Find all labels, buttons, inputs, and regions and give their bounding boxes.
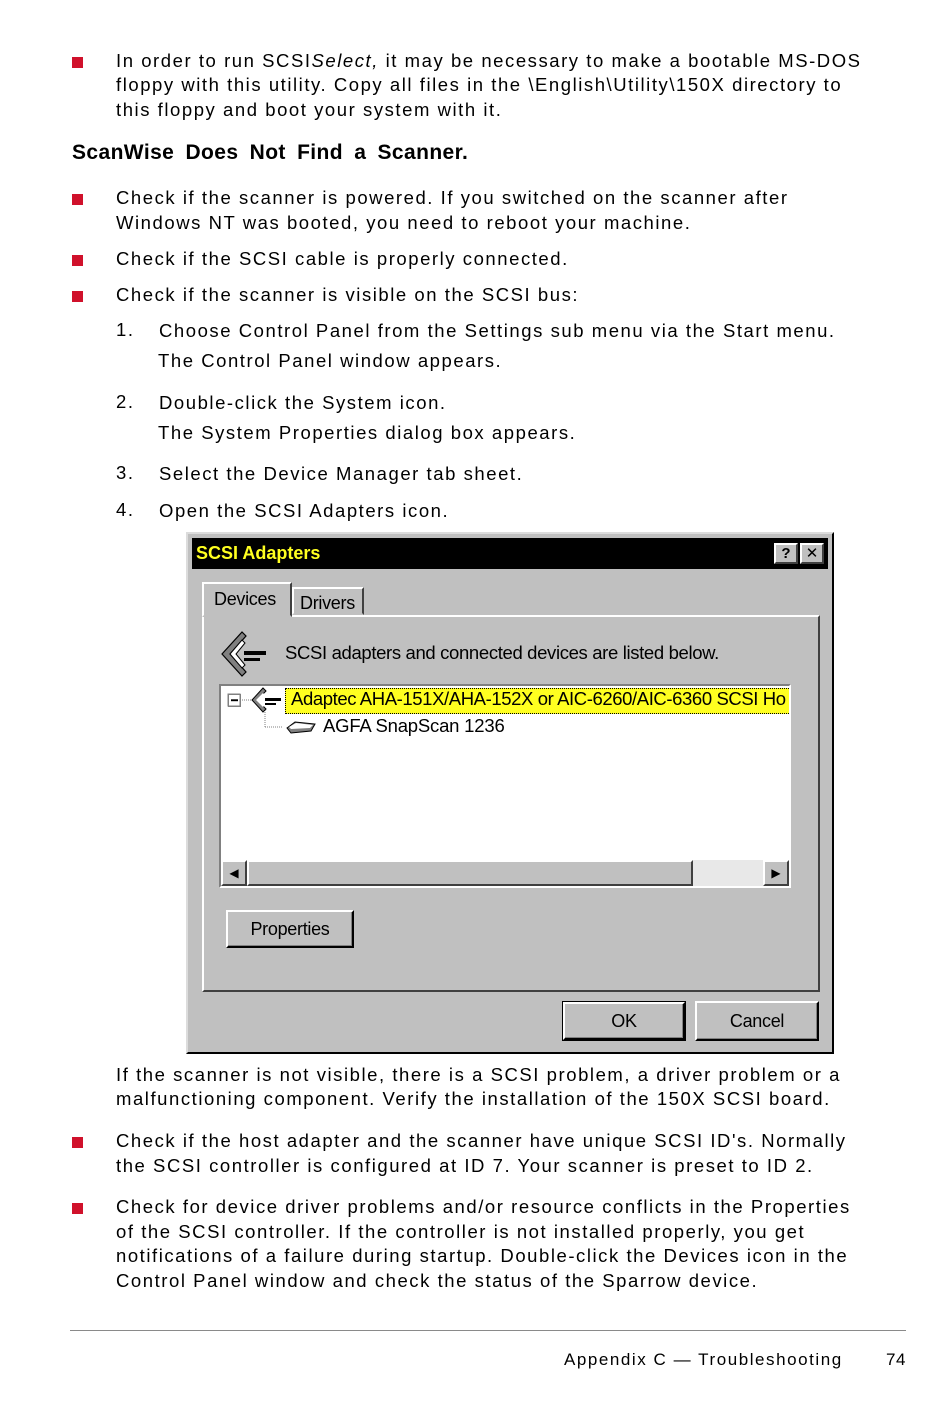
properties-button[interactable]: Properties (226, 910, 354, 948)
scroll-thumb[interactable] (247, 860, 693, 886)
scanner-icon (285, 718, 317, 738)
step-number: 1. (116, 319, 135, 340)
bullet-icon (72, 1137, 83, 1148)
check-powered-line-2: Windows NT was booted, you need to reboot your machine. (116, 212, 692, 233)
device-tree[interactable] (219, 684, 791, 888)
step-number: 4. (116, 499, 135, 520)
intro-line-1 (116, 49, 862, 74)
after-dialog-line-2: malfunctioning component. Verify the installation of the 150X SCSI board. (116, 1088, 831, 1109)
intro-post: it may be necessary to make a bootable MS-DOS (378, 50, 862, 71)
scsi-adapter-icon (220, 630, 268, 680)
scroll-right-button[interactable]: ▶ (763, 860, 789, 886)
footer-section: Appendix C — Troubleshooting (564, 1350, 843, 1369)
drivers-line-4: Control Panel window and check the status of the Sparrow device. (116, 1270, 759, 1291)
check-powered-line-1: Check if the scanner is powered. If you switched on the scanner after (116, 187, 789, 208)
bullet-icon (72, 255, 83, 266)
intro-pre: In order to run SCSI (116, 50, 312, 71)
step-number: 3. (116, 462, 135, 483)
step-number: 2. (116, 391, 135, 412)
page-number: 74 (886, 1350, 906, 1369)
tree-item-adapter[interactable]: Adaptec AHA-151X/AHA-152X or AIC-6260/AIC-6360 SCSI Ho (291, 688, 786, 709)
section-heading: ScanWise Does Not Find a Scanner. (72, 141, 469, 164)
step-text: Select the Device Manager tab sheet. (159, 463, 524, 484)
cancel-button[interactable]: Cancel (695, 1001, 819, 1041)
scsi-adapters-dialog (186, 532, 834, 1054)
bullet-icon (72, 194, 83, 205)
drivers-line-3: notifications of a failure during startup. Double-click the Devices icon in the (116, 1245, 849, 1266)
help-button[interactable]: ? (774, 543, 798, 564)
tree-item-scanner[interactable]: AGFA SnapScan 1236 (323, 715, 505, 736)
bullet-icon (72, 57, 83, 68)
tab-drivers[interactable]: Drivers (292, 587, 364, 615)
horizontal-scrollbar[interactable] (221, 860, 789, 886)
scroll-left-button[interactable]: ◀ (221, 860, 247, 886)
after-dialog-line-1: If the scanner is not visible, there is a SCSI problem, a driver problem or a (116, 1064, 841, 1085)
footer-divider (70, 1330, 906, 1331)
step-result: The Control Panel window appears. (158, 350, 503, 371)
adapter-icon (251, 687, 285, 715)
tab-devices[interactable]: Devices (202, 582, 292, 617)
step-text: Double-click the System icon. (159, 392, 447, 413)
step-text: Open the SCSI Adapters icon. (159, 500, 450, 521)
intro-line-2: floppy with this utility. Copy all files in the \English\Utility\150X directory to (116, 74, 843, 95)
ids-line-2: the SCSI controller is configured at ID 7. Your scanner is preset to ID 2. (116, 1155, 814, 1176)
close-button[interactable]: ✕ (800, 543, 824, 564)
ok-button[interactable]: OK (563, 1002, 685, 1040)
bullet-icon (72, 291, 83, 302)
step-text: Choose Control Panel from the Settings sub menu via the Start menu. (159, 320, 836, 341)
check-visible: Check if the scanner is visible on the SCSI bus: (116, 284, 580, 305)
panel-description: SCSI adapters and connected devices are listed below. (285, 642, 719, 663)
intro-line-3: this floppy and boot your system with it. (116, 99, 503, 120)
drivers-line-1: Check for device driver problems and/or resource conflicts in the Properties (116, 1196, 851, 1217)
check-cable: Check if the SCSI cable is properly connected. (116, 248, 569, 269)
ids-line-1: Check if the host adapter and the scanner have unique SCSI ID's. Normally (116, 1130, 847, 1151)
drivers-line-2: of the SCSI controller. If the controller is not installed properly, you get (116, 1221, 806, 1242)
intro-italic: Select, (311, 50, 379, 71)
collapse-icon[interactable] (228, 694, 242, 708)
dialog-title-bar (192, 538, 828, 569)
dialog-title: SCSI Adapters (196, 543, 321, 563)
step-result: The System Properties dialog box appears. (158, 422, 577, 443)
bullet-icon (72, 1203, 83, 1214)
